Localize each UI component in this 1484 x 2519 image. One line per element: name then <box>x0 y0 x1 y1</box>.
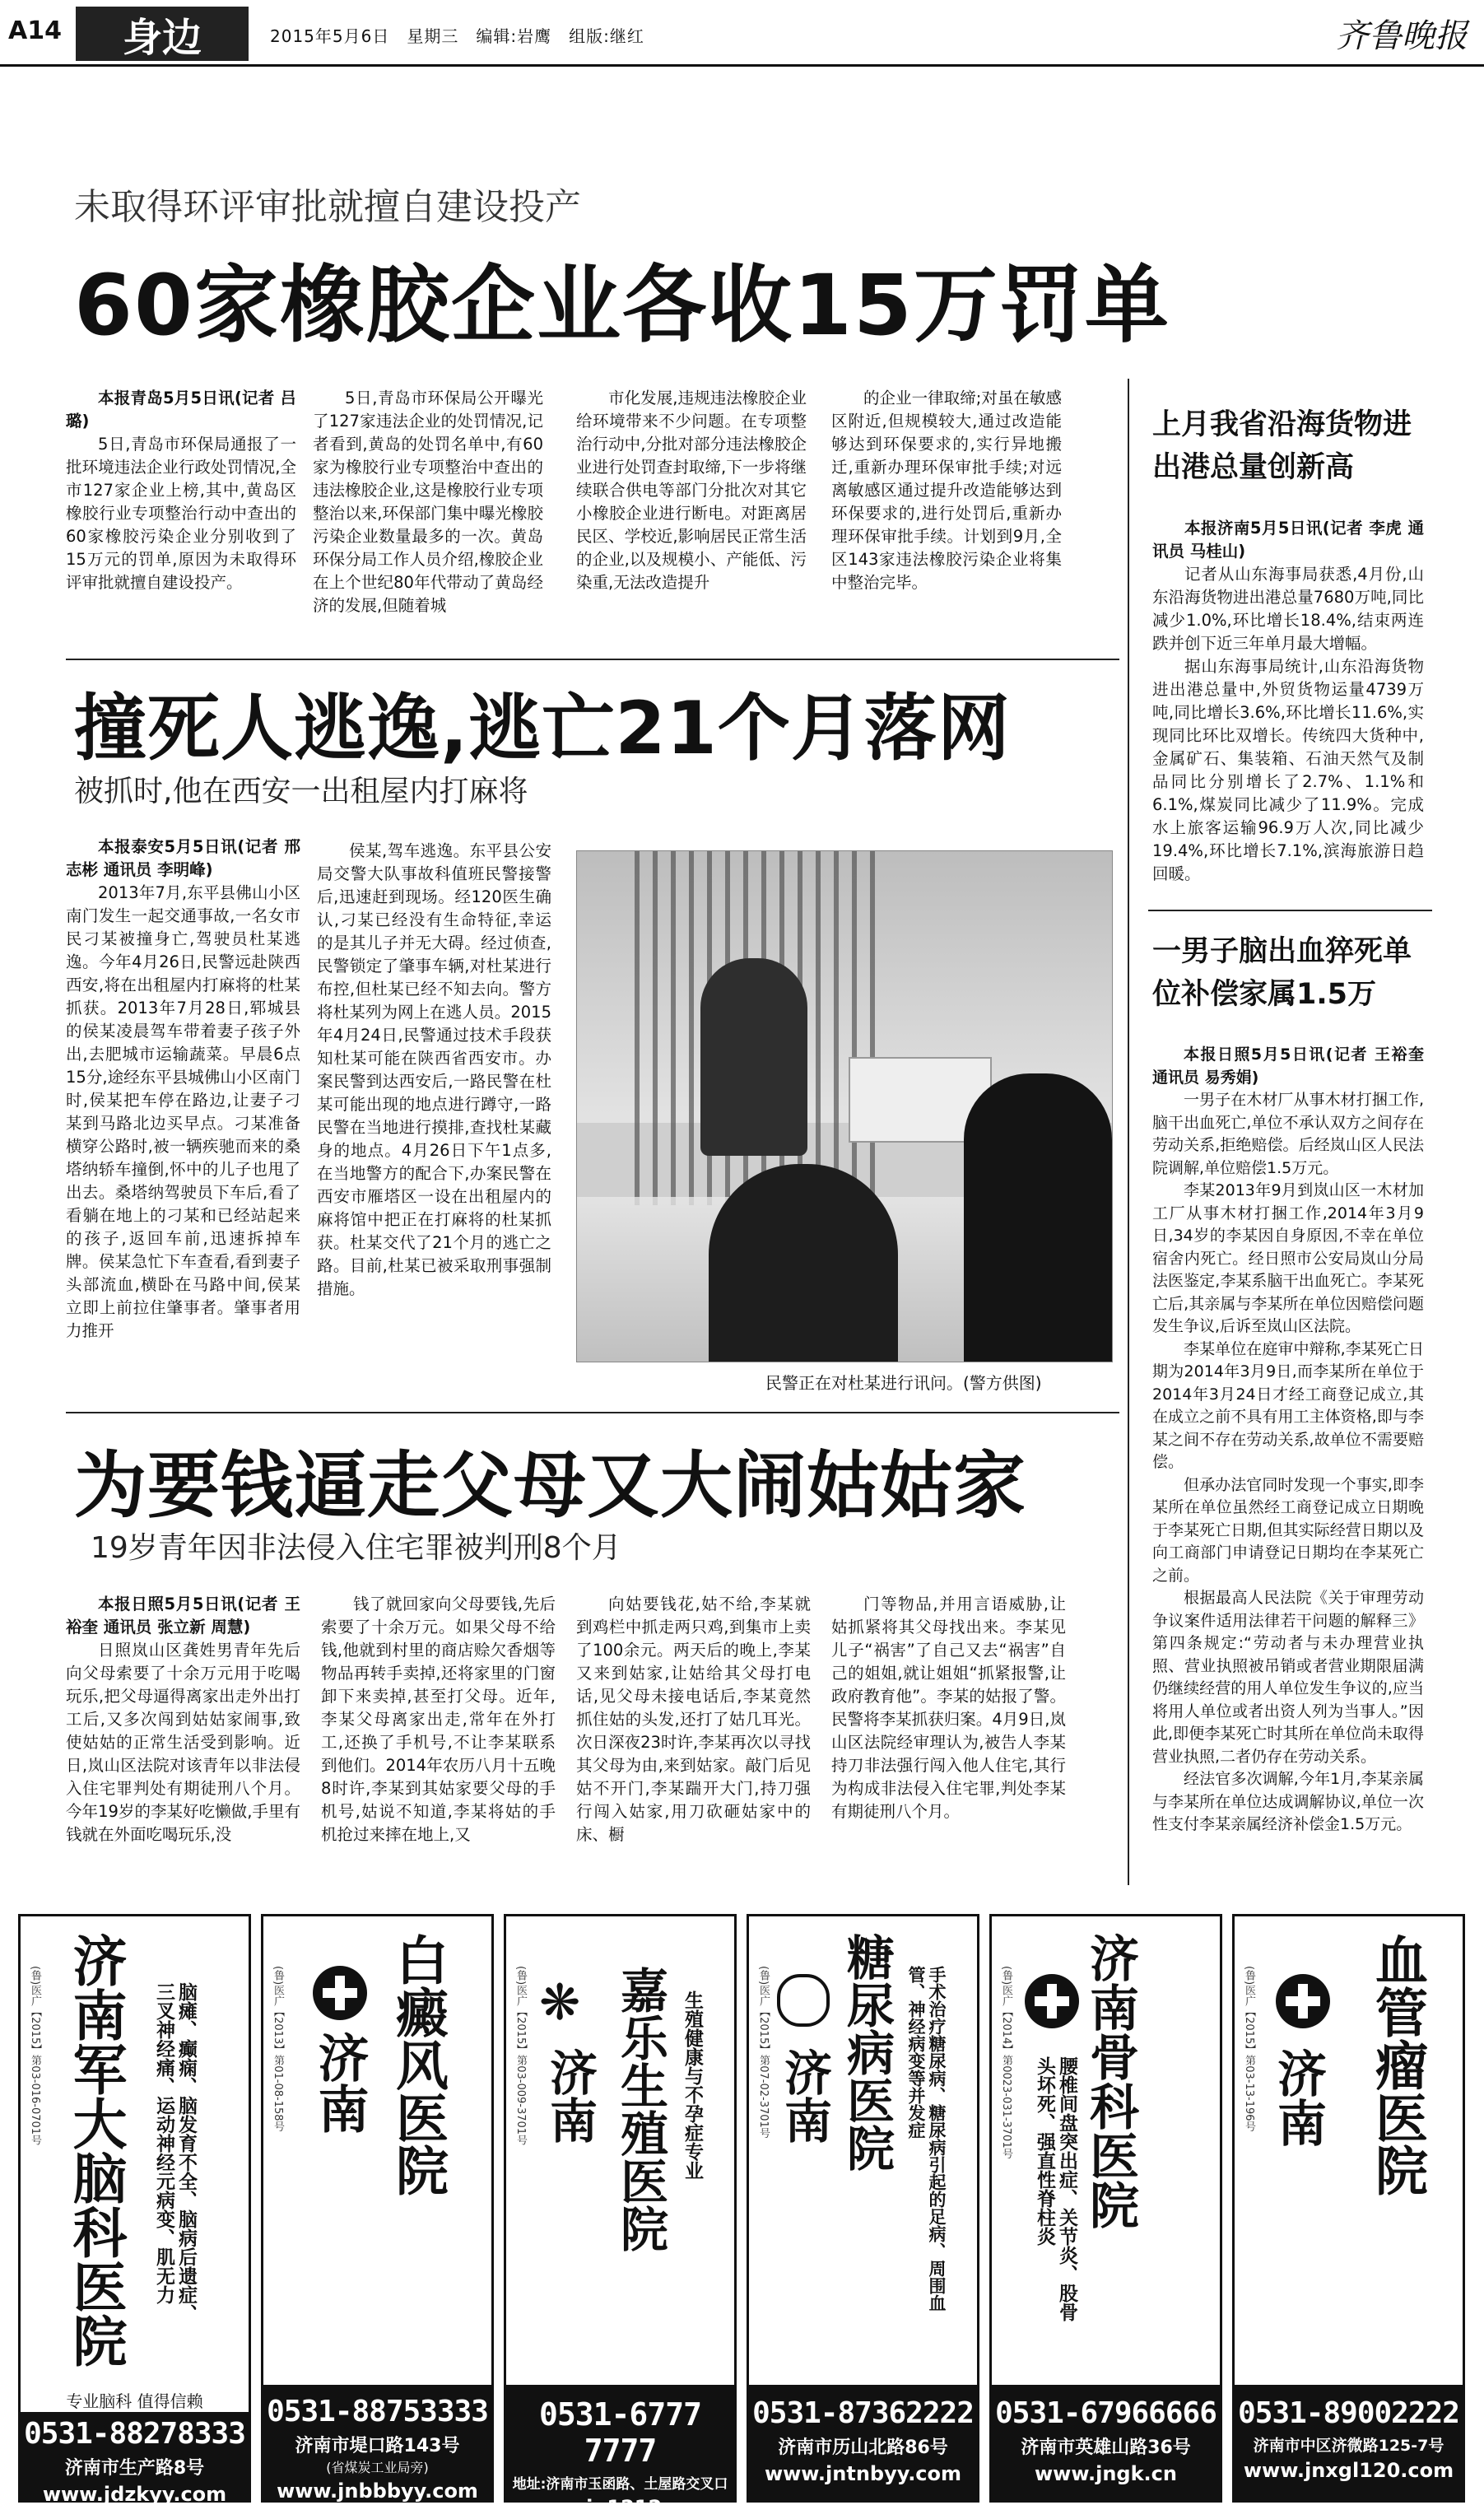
ad-address: 济南市中区济微路125-7号 <box>1253 2437 1444 2455</box>
ad-contact-bar <box>749 2385 977 2500</box>
story2-col-1 <box>66 836 300 1362</box>
story1-col-4 <box>831 387 1062 594</box>
story3-subhead: 19岁青年因非法侵入住宅罪被判刑8个月 <box>91 1531 621 1565</box>
ad-contact-bar <box>1235 2385 1463 2500</box>
ad-url: www.jnbbbyy.com <box>277 2479 478 2503</box>
story1-byline: 本报青岛5月5日讯(记者 吕璐) <box>66 389 296 431</box>
story2-headline: 撞死人逃逸,逃亡21个月落网 <box>74 686 1011 771</box>
story3-col-3 <box>576 1593 811 1881</box>
hospital-cross-icon <box>1276 1974 1330 2028</box>
sidebar2-headline: 一男子脑出血猝死单位补偿家属1.5万 <box>1152 935 1412 1011</box>
ad-url: www.jntnbyy.com <box>764 2462 962 2485</box>
photo-caption: 民警正在对杜某进行讯问。(警方供图) <box>765 1373 1042 1393</box>
sidebar1-headline: 上月我省沿海货物进出港总量创新高 <box>1152 408 1412 484</box>
issue-meta: 2015年5月6日 星期三 编辑:岩鹰 组版:继红 <box>270 26 644 46</box>
ad-address: 济南市生产路8号 <box>64 2458 205 2479</box>
sidebar2 <box>1152 930 1424 1837</box>
ad-services: 手术治疗糖尿病、糖尿病引起的足病、周围血管、神经病变等并发症 <box>906 1966 947 2312</box>
story1-kicker: 未取得环评审批就擅自建设投产 <box>74 186 581 228</box>
story1-col-3 <box>576 387 807 594</box>
sidebar2-byline: 本报日照5月5日讯(记者 王裕奎 通讯员 易秀娟) <box>1152 1045 1424 1087</box>
hospital-cross-icon <box>313 1966 367 2020</box>
story3-text-4: 门等物品,并用言语威胁,让姑抓紧将其父母找出来。李某见儿子“祸害”了自己又去“祸害”自己的姐姐,就让姐姐“抓紧报警,让政府教育他”。李某的姑报了警。民警将李某抓获归案。4月9日,岚山区法院经审理认为,被告人李某持刀非法强行闯入他人住宅,其行为构成非法侵入住宅罪,判处李某有期徒刑八个月。 <box>831 1595 1066 1821</box>
ad-url: www.jn1212.com <box>524 2496 716 2519</box>
ad-strip <box>18 1914 1467 2519</box>
story1-headline: 60家橡胶企业各收15万罚单 <box>74 257 1170 355</box>
ad-contact-bar <box>992 2385 1220 2500</box>
ad-address-note: (省煤炭工业局旁) <box>326 2460 429 2475</box>
sidebar1-text-1: 记者从山东海事局获悉,4月份,山东沿海货物进出港总量7680万吨,同比减少1.0%,环比增长18.4%,结束两连跌并创下近三年单月最大增幅。 <box>1152 565 1424 653</box>
ad-url: www.jdzkyy.com <box>42 2483 227 2506</box>
ad-tagline: 专业脑科 值得信赖 <box>21 2385 249 2412</box>
ad-address: 地址:济南市玉函路、土屋路交叉口 <box>512 2476 728 2493</box>
story3-col-1 <box>66 1593 300 1881</box>
story3-headline: 为要钱逼走父母又大闹姑姑家 <box>74 1443 1027 1528</box>
story2-text-1: 2013年7月,东平县佛山小区南门发生一起交通事故,一名女市民刁某被撞身亡,驾驶员杜某逃逸。今年4月26日,民警远赴陕西西安,将在出租屋内打麻将的杜某抓获。2013年7月28日,郓城县的侯某凌晨驾车带着妻子孩子外出,去肥城市运输蔬菜。早晨6点15分,途经东平县城佛山小区南门时,侯某把车停在路边,让妻子刁某到马路北边买早点。刁某准备横穿公路时,被一辆疾驰而来的桑塔纳轿车撞倒,怀中的儿子也甩了出去。桑塔纳驾驶员下车后,看了看躺在地上的刁某和已经站起来的孩子,返回车前,迅速拆掉车牌。侯某急忙下车查看,看到妻子头部流血,横卧在马路中间,侯某立即上前拉住肇事者。肇事者用力推开 <box>66 883 300 1340</box>
masthead-logo: 齐鲁晚报 <box>1336 17 1468 55</box>
ad-contact-bar <box>21 2385 249 2506</box>
ad-contact-bar <box>506 2385 734 2519</box>
sidebar2-text-4: 但承办法官同时发现一个事实,即李某所在单位虽然经工商登记成立日期晚于李某死亡日期,但其实际经营日期以及向工商部门申请登记日期均在李某死亡之前。 <box>1152 1475 1424 1585</box>
ad-license: (鲁)医广【2014】第0023-031-3701号 <box>1000 1966 1012 2159</box>
header-rule <box>0 64 1484 67</box>
story3-rule <box>66 1412 1119 1413</box>
suspect-figure <box>700 958 807 1156</box>
ad-address: 济南市堤口路143号 <box>295 2436 460 2456</box>
sidebar2-text-3: 李某单位在庭审中辩称,李某死亡日期为2014年3月9日,而李某所在单位于2014年3月24日才经工商登记成立,其在成立之前不具有用工主体资格,即与李某之间不存在劳动关系,故单位不需要赔偿。 <box>1152 1339 1424 1471</box>
ad-url: www.jngk.cn <box>1035 2462 1177 2485</box>
story3-col-2 <box>321 1593 556 1881</box>
sidebar2-body <box>1152 1044 1424 1837</box>
ad-url: www.jnxgl120.com <box>1243 2459 1454 2482</box>
sidebar2-text-5: 根据最高人民法院《关于审理劳动争议案件适用法律若干问题的解释三》第四条规定:“劳动者与未办理营业执照、营业执照被吊销或者营业期限届满仍继续经营的用人单位发生争议的,应当将用人单位或者出资人列为当事人。”因此,即便李某死亡时其所在单位尚未取得营业执照,二者仍存在劳动关系。 <box>1152 1589 1424 1766</box>
story2-text-2: 侯某,驾车逃逸。东平县公安局交警大队事故科值班民警接警后,迅速赶到现场。经120医生确认,刁某已经没有生命特征,幸运的是其儿子并无大碍。经过侦查,民警锁定了肇事车辆,对杜某进行布控,但杜某已经不知去向。警方将杜某列为网上在逃人员。2015年4月24日,民警通过技术手段获知杜某可能在陕西省西安市。办案民警到达西安后,一路民警在杜某可能出现的地点进行蹲守,一路民警在当地进行摸排,查找杜某藏身的地点。4月26日下午1点多,在当地警方的配合下,办案民警在西安市雁塔区一设在出租屋内的麻将馆中把正在打麻将的杜某抓获。杜某交代了21个月的逃亡之路。目前,杜某已被采取刑事强制措施。 <box>317 841 551 1298</box>
story3-byline: 本报日照5月5日讯(记者 王裕奎 通讯员 张立新 周慧) <box>66 1595 300 1637</box>
ad-phone: 0531-88278333 <box>24 2417 245 2451</box>
sidebar1-byline: 本报济南5月5日讯(记者 李虎 通讯员 马桂山) <box>1152 519 1424 561</box>
story1-text-4: 的企业一律取缔;对虽在敏感区附近,但规模较大,通过改造能够达到环保要求的,实行异地搬迁,重新办理环保审批手续;对远离敏感区通过提升改造能够达到环保要求的,进行处罚后,重新办理环保审批手续。计划到9月,全区143家违法橡胶污染企业将集中整治完毕。 <box>831 389 1062 592</box>
story1-text-3: 市化发展,违规违法橡胶企业给环境带来不少问题。在专项整治行动中,分批对部分违法橡胶企业进行处罚查封取缔,下一步将继续联合供电等部门分批次对其它小橡胶企业进行断电。对距离居民区、学校近,影响居民正常生活的企业,以及规模小、产能低、污染重,无法改造提升 <box>576 389 807 592</box>
ad-vitiligo-hospital[interactable] <box>261 1914 494 2503</box>
ad-license: (鲁)医广【2015】第07-02-3701号 <box>757 1966 770 2139</box>
sidebar1-text-2: 据山东海事局统计,山东沿海货物进出港总量中,外贸货物运量4739万吨,同比增长3.6%,环比增长11.6%,实现同比环比双增长。传统四大货种中,金属矿石、集装箱、石油天然气及制品同比分别增长了2.7%、1.1%和6.1%,煤炭同比减少了11.9%。完成水上旅客运输96.9万人次,同比减少19.4%,环比增长7.1%,滨海旅游日趋回暖。 <box>1152 657 1424 883</box>
hospital-cross-icon <box>1025 1974 1079 2028</box>
ad-address: 济南市历山北路86号 <box>778 2438 948 2458</box>
story3-text-3: 向姑要钱花,姑不给,李某就到鸡栏中抓走两只鸡,到集市上卖了100余元。两天后的晚上,李某又来到姑家,让姑给其父母打电话,见父母未接电话后,李某竟然抓住姑的头发,还打了姑几耳光。次日深夜23时许,李某再次以寻找其父母为由,来到姑家。敲门后见姑不开门,李某踹开大门,持刀强行闯入姑家,用刀砍砸姑家中的床、橱 <box>576 1595 811 1844</box>
sidebar1-body <box>1152 517 1424 886</box>
ad-fertility-hospital[interactable] <box>504 1914 737 2519</box>
ad-services: 脑瘫、癫痫、脑发育不全、脑病后遗症、三叉神经痛、运动神经元病变、肌无力 <box>153 1982 197 2323</box>
story1-col-2 <box>313 387 543 617</box>
story2-col-2 <box>317 840 551 1367</box>
ad-hospital-name: 白癜风医院 <box>387 1933 449 2196</box>
officer-figure-2 <box>964 1073 1112 1362</box>
ad-diabetes-hospital[interactable] <box>747 1914 979 2503</box>
ad-hemangioma-hospital[interactable] <box>1232 1914 1465 2503</box>
officer-figure-1 <box>709 1164 898 1362</box>
ad-brand: 济南 <box>542 2048 598 2144</box>
ad-phone: 0531-89002222 <box>1238 2396 1459 2430</box>
section-label: 身边 <box>76 7 249 61</box>
ad-orthopedic-hospital[interactable] <box>989 1914 1222 2503</box>
story3-text-1: 日照岚山区龚姓男青年先后向父母索要了十余万元用于吃喝玩乐,把父母逼得离家出走外出打工后,又多次闯到姑姑家闹事,致使姑姑的正常生活受到影响。近日,岚山区法院对该青年以非法侵入住宅罪判处有期徒刑八个月。今年19岁的李某好吃懒做,手里有钱就在外面吃喝玩乐,没 <box>66 1641 300 1844</box>
ad-license: (鲁)医广【2013】第01-08-158号 <box>272 1966 284 2132</box>
news-photo <box>576 850 1113 1362</box>
story2-byline: 本报泰安5月5日讯(记者 邢志彬 通讯员 李明峰) <box>66 837 300 879</box>
ad-license: (鲁)医广【2015】第03-009-3701号 <box>514 1966 527 2146</box>
ad-hospital-name: 糖尿病医院 <box>839 1933 895 2172</box>
ad-phone: 0531-6777 7777 <box>539 2396 701 2469</box>
sidebar2-text-1: 一男子在木材厂从事木材打捆工作,脑干出血死亡,单位不承认双方之间存在劳动关系,拒绝赔偿。后经岚山区人民法院调解,单位赔偿1.5万元。 <box>1152 1091 1424 1177</box>
ad-phone: 0531-87362222 <box>752 2396 974 2430</box>
sidebar-rule <box>1148 910 1432 911</box>
story1-text-1: 5日,青岛市环保局通报了一批环境违法企业行政处罚情况,全市127家企业上榜,其中,黄岛区橡胶行业专项整治行动中查出的60家橡胶污染企业分别收到了15万元的罚单,原因为未取得环评审批就擅自建设投产。 <box>66 435 296 592</box>
sidebar2-text-2: 李某2013年9月到岚山区一木材加工厂从事木材打捆工作,2014年3月9日,34岁的李某因自身原因,不幸在单位宿舍内死亡。经日照市公安局岚山分局法医鉴定,李某系脑干出血死亡。李某死亡后,其亲属与李某所在单位因赔偿问题发生争议,后诉至岚山区法院。 <box>1152 1181 1424 1335</box>
story3-col-4 <box>831 1593 1066 1881</box>
story2-subhead: 被抓时,他在西安一出租屋内打麻将 <box>74 775 528 808</box>
ad-services: 生殖健康与不孕症专业 <box>682 1991 703 2180</box>
ad-neuro-hospital[interactable] <box>18 1914 251 2506</box>
ad-license: (鲁)医广【2015】第03-016-0701号 <box>29 1966 41 2146</box>
story3-text-2: 钱了就回家向父母要钱,先后索要了十余万元。如果父母不给钱,他就到村里的商店赊欠香烟等物品再转手卖掉,还将家里的门窗卸下来卖掉,甚至打父母。近年,李某父母离家出走,常年在外打工,还换了手机号,不让李某联系到他们。2014年农历八月十五晚8时许,李某到其姑家要父母的手机号,姑说不知道,李某将姑的手机抢过来摔在地上,又 <box>321 1595 556 1844</box>
diabetes-logo-icon <box>777 1974 830 2027</box>
ad-brand: 济南 <box>1269 2048 1327 2147</box>
ad-address: 济南市英雄山路36号 <box>1021 2438 1191 2458</box>
ad-contact-bar <box>263 2385 491 2503</box>
page-number: A14 <box>8 16 62 45</box>
ad-license: (鲁)医广【2015】第03-13-196号 <box>1243 1966 1255 2132</box>
ad-brand: 济南 <box>776 2048 832 2144</box>
ad-services: 腰椎间盘突出症、关节炎、股骨头坏死、强直性脊柱炎 <box>1034 2056 1077 2321</box>
ad-hospital-name: 血管瘤医院 <box>1366 1933 1428 2196</box>
ad-phone: 0531-67966666 <box>995 2396 1217 2430</box>
ad-phone: 0531-88753333 <box>267 2395 488 2428</box>
ad-hospital-name: 嘉乐生殖医院 <box>612 1966 668 2252</box>
story2-rule <box>66 659 1119 660</box>
page-header <box>0 0 1484 66</box>
story1-col-1 <box>66 387 296 594</box>
sidebar-divider <box>1128 379 1129 1885</box>
fertility-logo-icon: ❋ <box>539 1974 581 2032</box>
story1-text-2: 5日,青岛市环保局公开曝光了127家违法企业的处罚情况,记者看到,黄岛的处罚名单中,有60家为橡胶行业专项整治中查出的违法橡胶企业,这是橡胶行业专项整治以来,环保部门集中曝光橡胶污染企业数量最多的一次。黄岛环保分局工作人员介绍,橡胶企业在上个世纪80年代带动了黄岛经济的发展,但随着城 <box>313 389 543 615</box>
ad-hospital-name: 济南军大脑科医院 <box>63 1933 128 2368</box>
sidebar2-text-6: 经法官多次调解,今年1月,李某亲属与李某所在单位达成调解协议,单位一次性支付李某亲属经济补偿金1.5万元。 <box>1152 1770 1424 1833</box>
ad-brand: 济南 <box>309 2032 370 2134</box>
sidebar1 <box>1152 403 1424 886</box>
ad-hospital-name: 济南骨科医院 <box>1082 1933 1139 2229</box>
